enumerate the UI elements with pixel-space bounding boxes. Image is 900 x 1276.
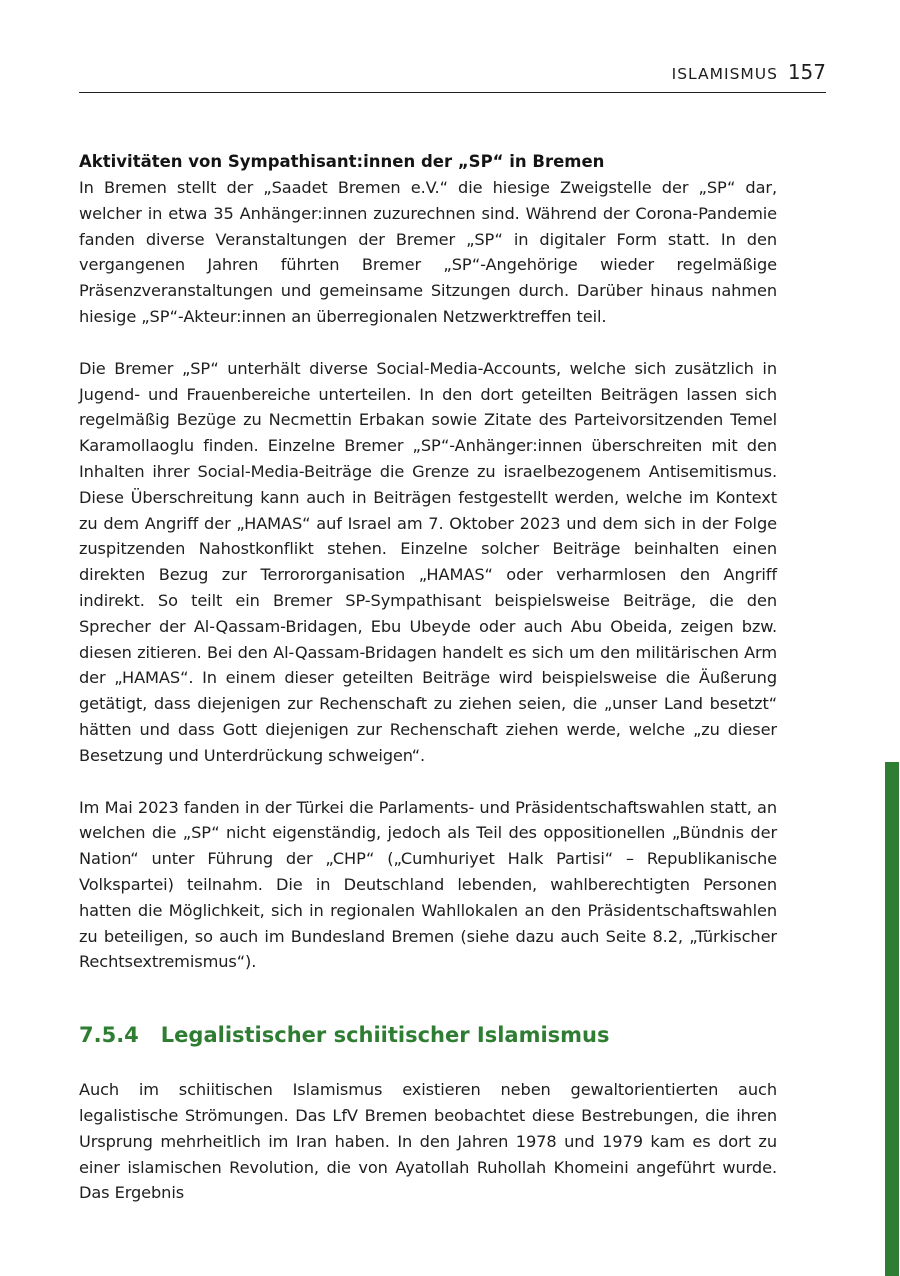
section-heading	[79, 1021, 777, 1049]
body-paragraph: Die Bremer „SP“ unterhält diverse Social-Media-Accounts, welche sich zusätzlich in Jugend- und Frauenbereiche unterteilen. In den dort geteilten Beiträgen lassen sich regelmäßig Bezüge zu Necmettin Erbakan sowie Zitate des Parteivorsitzenden Temel Karamollaoglu finden. Einzelne Bremer „SP“-Anhänger:innen überschreiten mit den Inhalten ihrer Social-Media-Beiträge die Grenze zu israelbezogenem Antisemitismus. Diese Überschreitung kann auch in Beiträgen festgestellt werden, welche im Kontext zu dem Angriff der „HAMAS“ auf Israel am 7. Oktober 2023 und dem sich in der Folge zuspitzenden Nahostkonflikt stehen. Einzelne solcher Beiträge beinhalten einen direkten Bezug zur Terrororganisation „HAMAS“ oder verharmlosen den Angriff indirekt. So teilt ein Bremer SP-Sympathisant beispielsweise Beiträge, die den Sprecher der Al-Qassam-Bridagen, Ebu Ubeyde oder auch Abu Obeida, zeigen bzw. diesen zitieren. Bei den Al-Qassam-Bridagen handelt es sich um den militärischen Arm der „HAMAS“. In einem dieser geteilten Beiträge wird beispielsweise die Äußerung getätigt, dass diejenigen zur Rechenschaft zu ziehen seien, die „unser Land besetzt“ hätten und dass Gott diejenigen zur Rechenschaft ziehen werde, welche „zu dieser Besetzung und Unterdrückung schweigen“.	[79, 358, 777, 765]
body-paragraph: Auch im schiitischen Islamismus existieren neben gewaltorientierten auch legalistische Strömungen. Das LfV Bremen beobachtet diese Bestrebungen, die ihren Ursprung mehrheitlich im Iran haben. In den Jahren 1978 und 1979 kam es dort zu einer islamischen Revolution, die von Ayatollah Ruhollah Khomeini angeführt wurde. Das Ergebnis	[79, 1080, 777, 1203]
section-title: Legalistischer schiitischer Islamismus	[160, 1023, 610, 1048]
chapter-side-marker	[885, 762, 899, 1276]
section-number: 7.5.4	[79, 1023, 139, 1048]
subsection-heading: Aktivitäten von Sympathisant:innen der „SP“ in Bremen	[79, 152, 605, 171]
page-header	[79, 60, 826, 93]
page-number: 157	[787, 60, 826, 84]
running-chapter-title: ISLAMISMUS	[671, 65, 778, 83]
body-paragraph: Im Mai 2023 fanden in der Türkei die Parlaments- und Präsidentschaftswahlen statt, an welchen die „SP“ nicht eigenständig, jedoch als Teil des oppositionellen „Bündnis der Nation“ unter Führung der „CHP“ („Cumhuriyet Halk Partisi“ – Republikanische Volkspartei) teilnahm. Die in Deutschland lebenden, wahlberechtigten Personen hatten die Möglichkeit, sich in regionalen Wahllokalen an den Präsidentschaftswahlen zu beteiligen, so auch im Bundesland Bremen (siehe dazu auch Seite 8.2, „Türkischer Rechtsextremismus“).	[79, 797, 777, 972]
page-body	[79, 149, 777, 1232]
body-paragraph: In Bremen stellt der „Saadet Bremen e.V.“ die hiesige Zweigstelle der „SP“ dar, welcher in etwa 35 Anhänger:innen zuzurechnen sind. Während der Corona-Pandemie fanden diverse Veranstaltungen der Bremer „SP“ in digitaler Form statt. In den vergangenen Jahren führten Bremer „SP“-Angehörige wieder regelmäßige Präsenzveranstaltungen und gemeinsame Sitzungen durch. Darüber hinaus nahmen hiesige „SP“-Akteur:innen an überregionalen Netzwerktreffen teil.	[79, 178, 777, 326]
